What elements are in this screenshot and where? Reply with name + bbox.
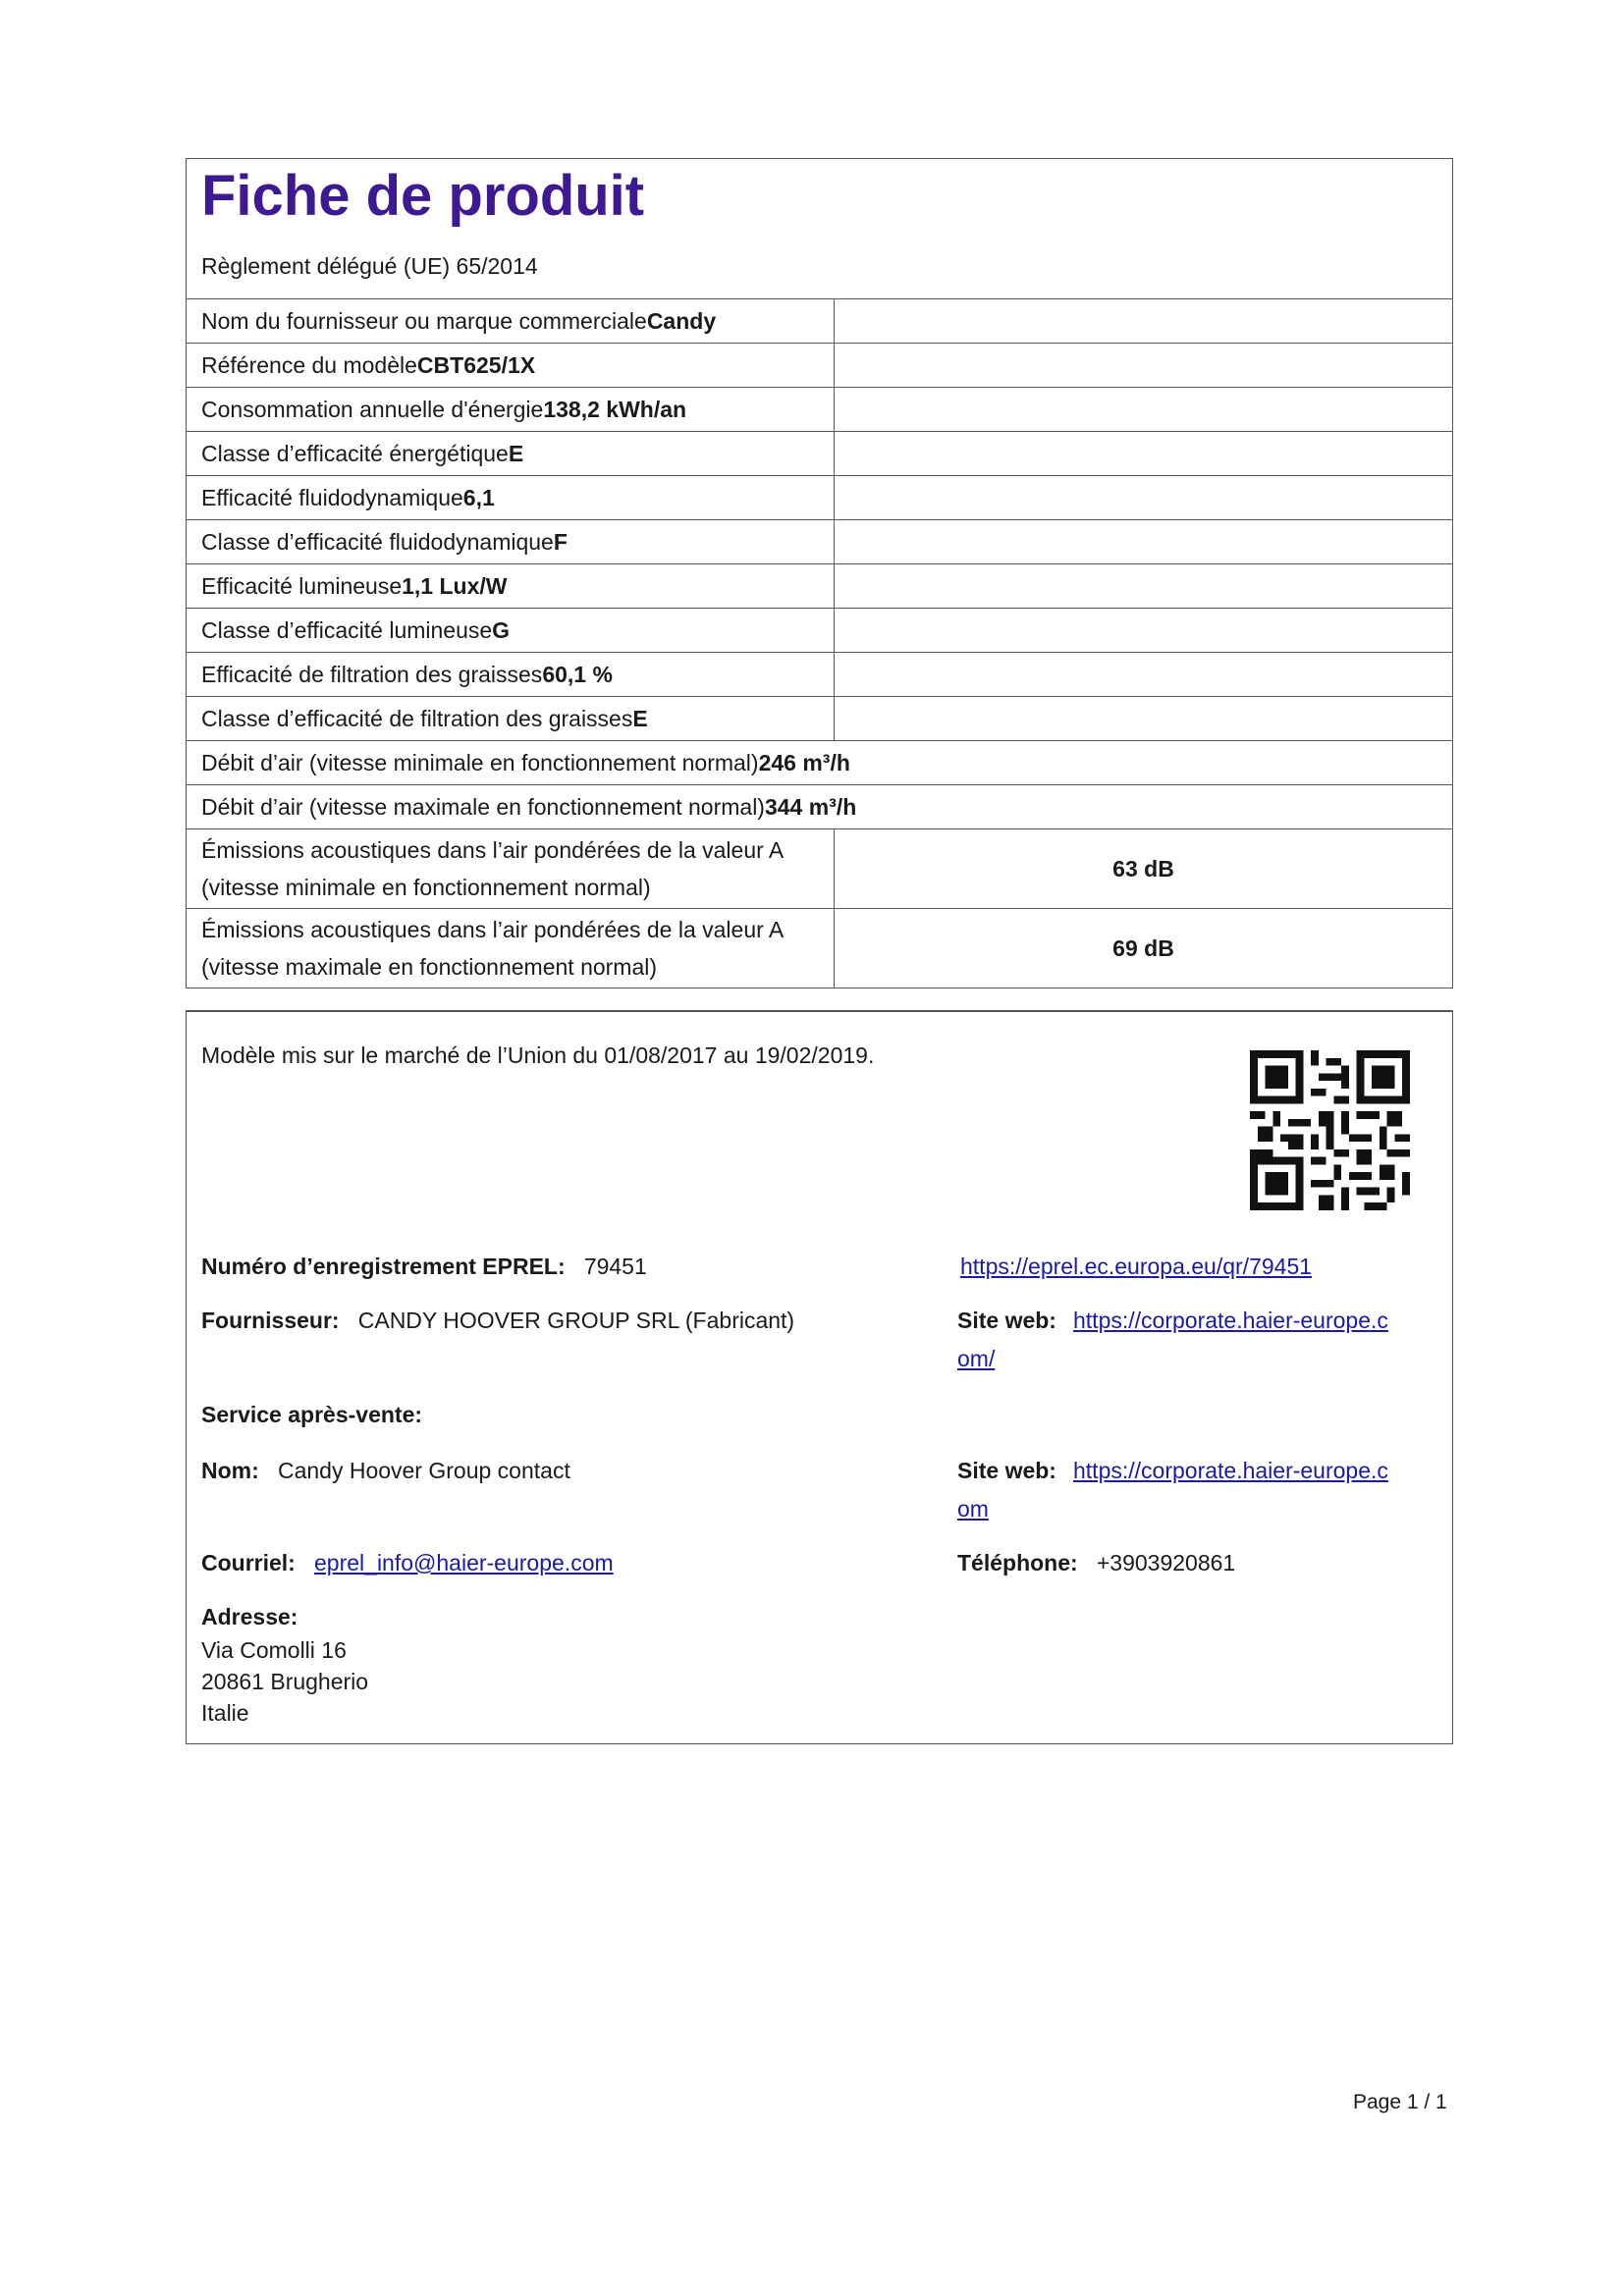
supplier-line <box>201 1308 794 1334</box>
email-line <box>201 1550 614 1576</box>
row-label: Classe d’efficacité lumineuse <box>201 616 493 643</box>
row-value: 1,1 Lux/W <box>402 572 508 599</box>
row-label: Débit d’air (vitesse minimale en fonctionnement normal) <box>201 749 759 775</box>
eprel-number: 79451 <box>583 1254 647 1279</box>
row-label: Consommation annuelle d'énergie <box>201 396 544 422</box>
row-label: (vitesse minimale en fonctionnement normal) <box>201 875 651 900</box>
website-label: Site web: <box>957 1458 1056 1483</box>
eprel-label: Numéro d’enregistrement EPREL: <box>201 1254 566 1279</box>
page-number: Page 1 / 1 <box>1353 2091 1447 2113</box>
row-value: Candy <box>646 307 717 334</box>
row-label: Classe d’efficacité énergétique <box>201 440 509 466</box>
eprel-registration <box>201 1254 647 1280</box>
table-row <box>187 388 1452 432</box>
row-value: 63 dB <box>1112 855 1174 881</box>
table-row <box>187 785 1452 829</box>
row-label: Efficacité lumineuse <box>201 572 403 599</box>
eprel-link[interactable]: https://eprel.ec.europa.eu/qr/79451 <box>960 1254 1313 1279</box>
address-line: 20861 Brugherio <box>201 1669 369 1694</box>
website-link[interactable]: https://corporate.haier-europe.c <box>1073 1458 1388 1483</box>
row-value: CBT625/1X <box>416 351 536 378</box>
row-value: 6,1 <box>462 484 495 510</box>
row-label: Classe d’efficacité de filtration des graisses <box>201 705 633 731</box>
sheet-header <box>187 159 1452 299</box>
table-row <box>187 909 1452 988</box>
row-value: E <box>632 705 648 731</box>
table-row <box>187 299 1452 344</box>
website-label: Site web: <box>957 1308 1056 1333</box>
website-link[interactable]: om/ <box>957 1346 996 1371</box>
email-link[interactable]: eprel_info@haier-europe.com <box>314 1550 614 1575</box>
supplier-value: CANDY HOOVER GROUP SRL (Fabricant) <box>357 1308 795 1333</box>
row-value: 138,2 kWh/an <box>543 396 687 422</box>
row-label: Efficacité de filtration des graisses <box>201 661 543 687</box>
regulation-text: Règlement délégué (UE) 65/2014 <box>201 253 538 279</box>
row-value: 246 m³/h <box>758 749 850 775</box>
table-row <box>187 697 1452 741</box>
page-title: Fiche de produit <box>201 164 645 228</box>
market-period-text: Modèle mis sur le marché de l’Union du 01/08/2017 au 19/02/2019. <box>201 1042 875 1068</box>
row-value: 69 dB <box>1112 934 1174 961</box>
row-value: F <box>553 528 568 555</box>
row-value: G <box>492 616 511 643</box>
row-value: E <box>508 440 524 466</box>
table-row <box>187 476 1452 520</box>
contact-name-line <box>201 1458 570 1484</box>
table-row <box>187 653 1452 697</box>
table-row <box>187 609 1452 653</box>
email-label: Courriel: <box>201 1550 296 1575</box>
table-row <box>187 520 1452 564</box>
table-row <box>187 344 1452 388</box>
product-sheet-table <box>186 158 1453 988</box>
table-row <box>187 741 1452 785</box>
row-label: (vitesse maximale en fonctionnement normal) <box>201 954 658 980</box>
table-row <box>187 829 1452 909</box>
row-label: Classe d’efficacité fluidodynamique <box>201 528 554 555</box>
row-value: 344 m³/h <box>764 793 857 820</box>
table-row <box>187 564 1452 609</box>
qr-code-icon <box>1250 1050 1410 1210</box>
website-link[interactable]: om <box>957 1496 989 1522</box>
row-label: Nom du fournisseur ou marque commerciale <box>201 307 647 334</box>
name-value: Candy Hoover Group contact <box>277 1458 570 1483</box>
row-label: Émissions acoustiques dans l’air pondérées de la valeur A <box>201 837 785 863</box>
row-label: Émissions acoustiques dans l’air pondérées de la valeur A <box>201 917 785 942</box>
address-heading: Adresse: <box>201 1604 298 1629</box>
supplier-label: Fournisseur: <box>201 1308 340 1333</box>
after-sales-heading: Service après-vente: <box>201 1402 423 1427</box>
phone-line <box>957 1550 1235 1576</box>
phone-value: +3903920861 <box>1096 1550 1236 1575</box>
name-label: Nom: <box>201 1458 259 1483</box>
row-label: Référence du modèle <box>201 351 417 378</box>
row-value: 60,1 % <box>542 661 613 687</box>
row-label: Débit d’air (vitesse maximale en fonctionnement normal) <box>201 793 765 820</box>
row-label: Efficacité fluidodynamique <box>201 484 463 510</box>
table-row <box>187 432 1452 476</box>
website-link[interactable]: https://corporate.haier-europe.c <box>1073 1308 1388 1333</box>
address-line: Via Comolli 16 <box>201 1637 347 1663</box>
address-line: Italie <box>201 1700 249 1726</box>
phone-label: Téléphone: <box>957 1550 1078 1575</box>
supplier-info-box <box>186 1010 1453 1744</box>
